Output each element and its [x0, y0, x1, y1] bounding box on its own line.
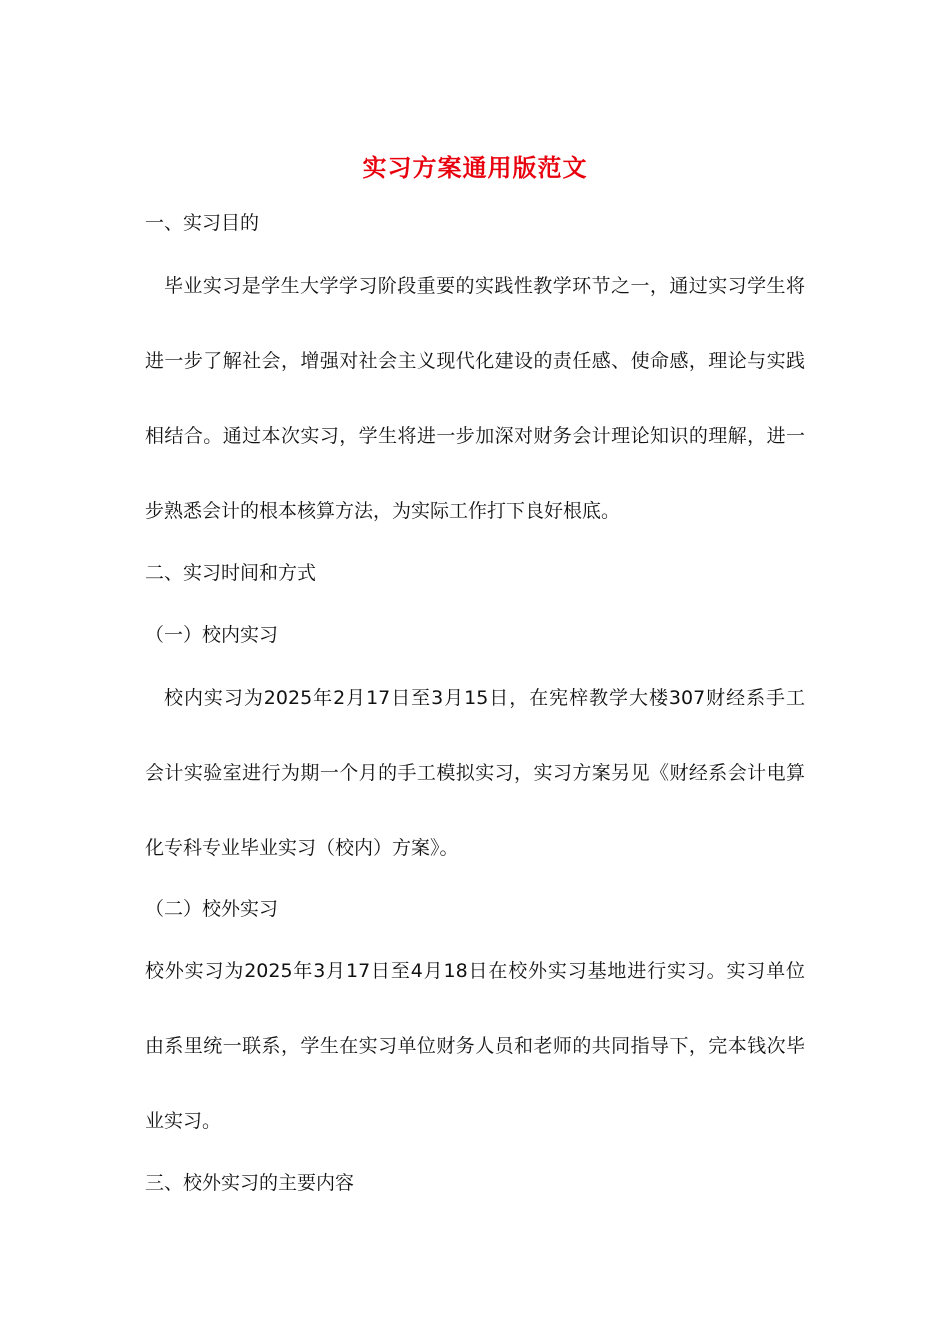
subheading-off-campus: （二）校外实习 — [145, 898, 279, 920]
paragraph-line: 由系里统一联系，学生在实习单位财务人员和老师的共同指导下，完本钱次毕 — [145, 1035, 805, 1057]
paragraph-line: 步熟悉会计的根本核算方法，为实际工作打下良好根底。 — [145, 500, 621, 522]
paragraph-line: 校内实习为2025年2月17日至3月15日，在宪梓教学大楼307财经系手工 — [164, 687, 805, 709]
subheading-on-campus: （一）校内实习 — [145, 624, 279, 646]
paragraph-line: 进一步了解社会，增强对社会主义现代化建设的责任感、使命感，理论与实践 — [145, 350, 805, 372]
paragraph-line: 业实习。 — [145, 1110, 222, 1132]
paragraph-line: 相结合。通过本次实习，学生将进一步加深对财务会计理论知识的理解，进一 — [145, 425, 805, 447]
section-heading-purpose: 一、实习目的 — [145, 212, 260, 234]
document-title: 实习方案通用版范文 — [362, 153, 588, 182]
section-heading-main-content: 三、校外实习的主要内容 — [145, 1172, 355, 1194]
section-heading-time-method: 二、实习时间和方式 — [145, 562, 317, 584]
paragraph-line: 会计实验室进行为期一个月的手工模拟实习，实习方案另见《财经系会计电算 — [145, 762, 805, 784]
paragraph-line: 毕业实习是学生大学学习阶段重要的实践性教学环节之一，通过实习学生将 — [164, 275, 805, 297]
paragraph-line: 化专科专业毕业实习（校内）方案》。 — [145, 837, 459, 859]
paragraph-line: 校外实习为2025年3月17日至4月18日在校外实习基地进行实习。实习单位 — [145, 960, 805, 982]
